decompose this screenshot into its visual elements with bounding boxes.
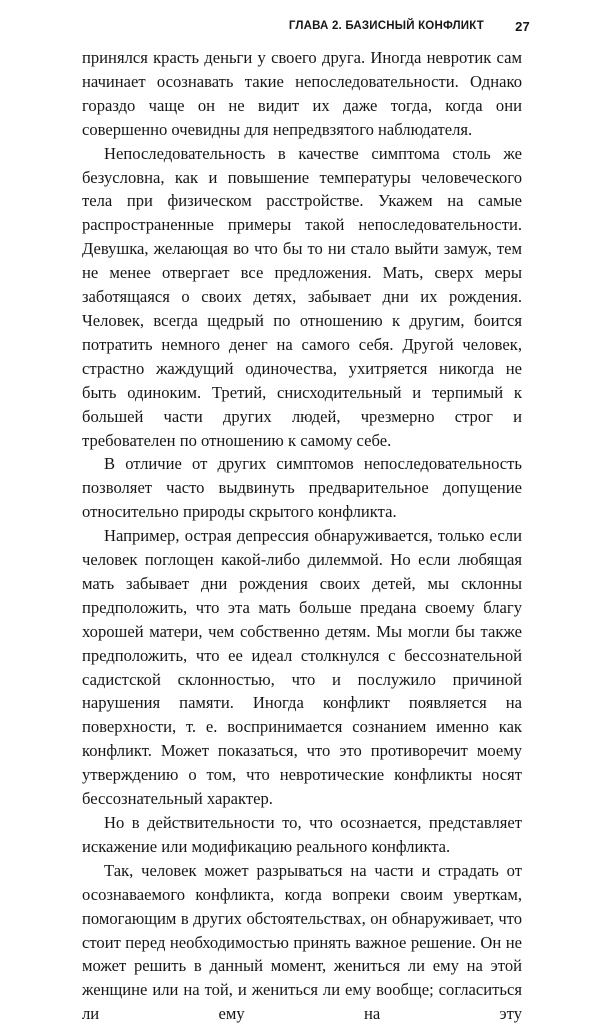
paragraph: В отличие от других симптомов непоследовательность позволяет часто выдвинуть предварительное допущение относительно природы скрытого конфликта. — [82, 454, 522, 522]
paragraph: принялся красть деньги у своего друга. Иногда невротик сам начинает осознавать такие непоследовательности. Однако гораздо чаще он не видит их даже тогда, когда они совершенно очевидны для непредвзятого наблюдателя. — [82, 48, 522, 139]
paragraph: Так, человек может разрываться на части и страдать от осознаваемого конфликта, когда вопреки своим уверткам, помогающим в других обстоятельствах, он обнаруживает, что стоит перед необходимостью принять важное решение. Он не может решить в данный момент, жениться ли ему на этой женщине или на той, и жениться ли ему вообще; согласиться ли ему на эту — [82, 860, 522, 1024]
body-text — [82, 46, 522, 1026]
running-header — [70, 20, 530, 38]
paragraph: Но в действительности то, что осознается, представляет искажение или модификацию реального конфликта. — [82, 813, 522, 856]
page-number: 27 — [515, 19, 530, 34]
paragraph: Непоследовательность в качестве симптома столь же безусловна, как и повышение температуры человеческого тела при физическом расстройстве. Укажем на самые распространенные примеры такой непоследовательности. Девушка, желающая во что бы то ни стало выйти замуж, тем не менее отвергает все предложения. Мать, сверх меры заботящаяся о своих детях, забывает дни их рождения. Человек, всегда щедрый по отношению к другим, боится потратить немного денег на самого себя. Другой человек, страстно жаждущий одиночества, ухитряется никогда не быть одиноким. Третий, снисходительный и терпимый к большей части других людей, чрезмерно строг и требователен по отношению к самому себе. — [82, 143, 522, 450]
paragraph: Например, острая депрессия обнаруживается, только если человек поглощен какой-либо дилеммой. Но если любящая мать забывает дни рождения своих детей, мы склонны предположить, что эта мать больше предана своему благу хорошей матери, чем собственно детям. Мы могли бы также предположить, что ее идеал столкнулся с бессознательной садистской склонностью, что и послужило причиной нарушения памяти. Иногда конфликт появляется на поверхности, т. е. воспринимается сознанием именно как конфликт. Может показаться, что это противоречит моему утверждению о том, что невротические конфликты носят бессознательный характер. — [82, 526, 522, 809]
chapter-title: ГЛАВА 2. БАЗИСНЫЙ КОНФЛИКТ — [288, 20, 484, 32]
